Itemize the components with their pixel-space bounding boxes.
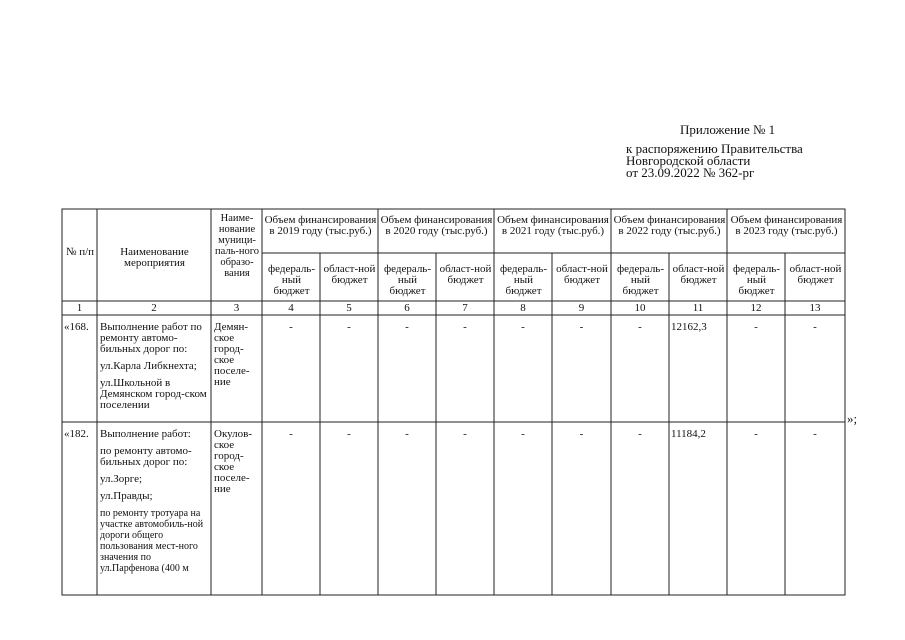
- appendix-title: Приложение № 1: [680, 122, 776, 137]
- row-182-name-p2: по ремонту автомо-бильных дорог по:: [100, 445, 192, 468]
- header-name: Наименование мероприятия: [120, 246, 189, 269]
- row-168-name-p2: ул.Карла Либкнехта;: [100, 360, 197, 372]
- colnum-8: 8: [520, 302, 526, 314]
- row-182-name-p4: ул.Правды;: [100, 490, 153, 502]
- row-182-v10: -: [638, 428, 642, 440]
- row-182-v7: -: [463, 428, 467, 440]
- subheader-obl-2019: област-ной бюджет: [323, 263, 376, 286]
- row-168-v8: -: [521, 321, 525, 333]
- subheader-fed-2020: федераль-ный бюджет: [384, 263, 431, 297]
- row-168-num: «168.: [64, 321, 89, 333]
- colnum-10: 10: [634, 302, 646, 314]
- subheader-fed-2022: федераль-ный бюджет: [617, 263, 664, 297]
- row-168-v11: 12162,3: [671, 321, 707, 333]
- colnum-1: 1: [76, 302, 83, 314]
- row-182-name-p1: Выполнение работ:: [100, 428, 191, 440]
- row-182-name-p5: по ремонту тротуара на участке автомобиль-ной дороги общего пользования мест-ного значения по ул.Парфенова (400 м: [100, 508, 204, 574]
- row-168-v13: -: [813, 321, 817, 333]
- header-municipality: Наиме-нование муници-паль-ного образо-вания: [214, 213, 260, 279]
- colnum-3: 3: [233, 302, 240, 314]
- colnum-12: 12: [750, 302, 762, 314]
- colnum-4: 4: [288, 302, 294, 314]
- row-168-v6: -: [405, 321, 409, 333]
- colnum-5: 5: [346, 302, 352, 314]
- row-168-name-p3: ул.Школьной в Демянском город-ском поселении: [100, 377, 207, 411]
- row-168-v10: -: [638, 321, 642, 333]
- row-168-name-p1: Выполнение работ по ремонту автомо-бильных дорог по:: [100, 321, 202, 355]
- appendix-line-3: от 23.09.2022 № 362-рг: [626, 165, 755, 180]
- row-168-v7: -: [463, 321, 467, 333]
- row-182-v6: -: [405, 428, 409, 440]
- row-182-v4: -: [289, 428, 293, 440]
- header-year-2022: Объем финансирования в 2022 году (тыс.руб.): [613, 214, 726, 237]
- header-year-2023: Объем финансирования в 2023 году (тыс.руб.): [730, 214, 843, 237]
- colnum-11: 11: [692, 302, 704, 314]
- row-182-municipality: Окулов-ское город-ское поселе-ние: [214, 428, 252, 495]
- closing-quote: »;: [847, 411, 858, 426]
- row-168-municipality: Демян-ское город-ское поселе-ние: [214, 321, 250, 388]
- row-168-v9: -: [579, 321, 584, 333]
- row-182-v13: -: [813, 428, 817, 440]
- subheader-obl-2023: област-ной бюджет: [789, 263, 842, 286]
- colnum-13: 13: [809, 302, 821, 314]
- colnum-6: 6: [404, 302, 410, 314]
- row-168-v5: -: [347, 321, 351, 333]
- row-182-v9: -: [579, 428, 584, 440]
- header-year-2021: Объем финансирования в 2021 году (тыс.руб.): [497, 214, 609, 237]
- row-182-v5: -: [347, 428, 351, 440]
- appendix-line-1: к распоряжению Правительства: [626, 141, 803, 156]
- colnum-7: 7: [462, 302, 468, 314]
- row-168-name: [100, 322, 210, 417]
- colnum-2: 2: [151, 302, 157, 314]
- header-year-2019: Объем финансирования в 2019 году (тыс.руб.): [264, 214, 377, 237]
- row-182-v11: 11184,2: [671, 428, 706, 440]
- header-num: № п/п: [65, 246, 95, 258]
- row-182-name: [100, 429, 210, 580]
- appendix-line-2: Новгородской области: [626, 153, 751, 168]
- row-168-v12: -: [754, 321, 758, 333]
- row-182-name-p3: ул.Зорге;: [100, 473, 143, 485]
- subheader-fed-2023: федераль-ный бюджет: [733, 263, 780, 297]
- header-year-2020: Объем финансирования в 2020 году (тыс.руб.): [380, 214, 493, 237]
- row-168-v4: -: [289, 321, 293, 333]
- row-182-v8: -: [521, 428, 525, 440]
- subheader-obl-2021: област-ной бюджет: [556, 263, 608, 286]
- row-182-num: «182.: [64, 428, 89, 440]
- subheader-fed-2019: федераль-ный бюджет: [268, 263, 315, 297]
- subheader-fed-2021: федераль-ный бюджет: [500, 263, 547, 297]
- subheader-obl-2020: област-ной бюджет: [439, 263, 492, 286]
- row-182-v12: -: [754, 428, 758, 440]
- subheader-obl-2022: област-ной бюджет: [672, 263, 725, 286]
- colnum-9: 9: [578, 302, 585, 314]
